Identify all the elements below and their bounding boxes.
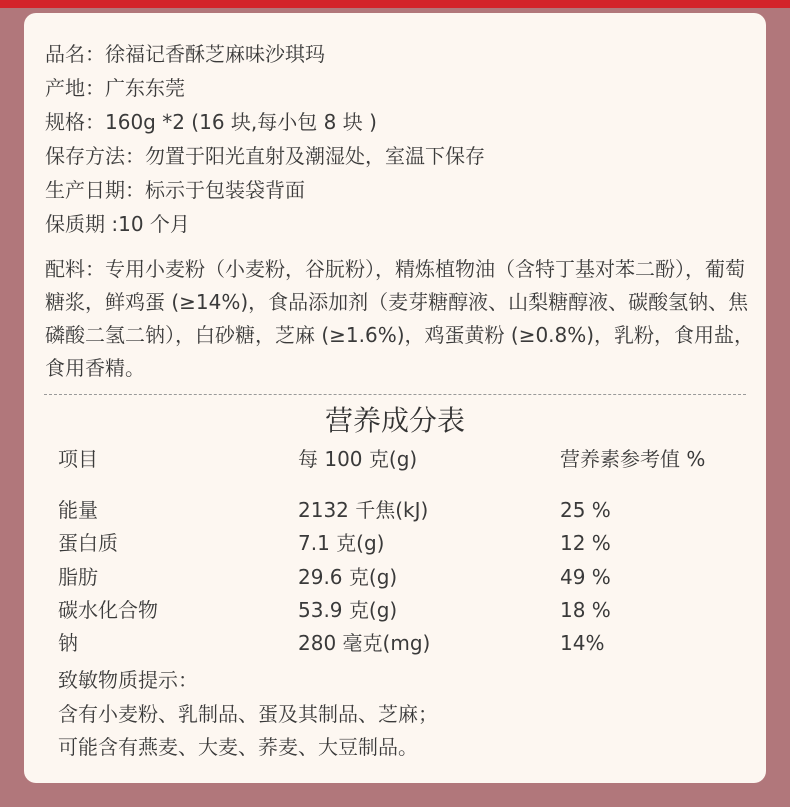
nutrient-nrv: 12 % <box>560 531 611 555</box>
allergen-line: 可能含有燕麦、大麦、荞麦、大豆制品。 <box>58 735 418 759</box>
header-item: 项目 <box>58 447 98 471</box>
top-accent-bar <box>0 0 790 8</box>
nutrient-amount: 280 毫克(mg) <box>298 631 431 655</box>
nutrient-name: 碳水化合物 <box>58 598 158 622</box>
allergen-title: 致敏物质提示： <box>58 668 198 692</box>
table-row <box>58 627 758 660</box>
nutrient-nrv: 14% <box>560 631 605 655</box>
shelf-life: 保质期 :10 个月 <box>45 212 190 236</box>
nutrient-amount: 2132 千焦(kJ) <box>298 498 429 522</box>
nutrient-name: 脂肪 <box>58 565 98 589</box>
nutrition-table-header <box>58 443 758 476</box>
product-spec: 规格：160g *2 (16 块,每小包 8 块 ) <box>45 110 377 134</box>
product-origin: 产地：广东东莞 <box>45 76 185 100</box>
nutrition-table-title: 营养成分表 <box>324 404 465 437</box>
nutrient-name: 蛋白质 <box>58 531 118 555</box>
nutrient-nrv: 49 % <box>560 565 611 589</box>
product-info-list <box>45 37 755 241</box>
nutrient-name: 钠 <box>58 631 78 655</box>
table-row <box>58 561 758 594</box>
nutrient-amount: 7.1 克(g) <box>298 531 385 555</box>
header-per-100g: 每 100 克(g) <box>298 447 418 471</box>
nutrient-amount: 29.6 克(g) <box>298 565 398 589</box>
table-row <box>58 594 758 627</box>
header-nrv: 营养素参考值 % <box>560 447 706 471</box>
ingredients-text: 配料：专用小麦粉（小麦粉，谷朊粉），精炼植物油（含特丁基对苯二酚），葡萄糖浆，鲜鸡蛋 (≥14%)，食品添加剂（麦芽糖醇液、山梨糖醇液、碳酸氢钠、焦磷酸二氢二钠），白砂糖，芝麻 (≥1.6%)，鸡蛋黄粉 (≥0.8%)，乳粉，食用盐，食用香精。 <box>45 257 755 380</box>
nutrient-nrv: 25 % <box>560 498 611 522</box>
allergen-line: 含有小麦粉、乳制品、蛋及其制品、芝麻； <box>58 702 438 726</box>
table-row <box>58 494 758 527</box>
table-row <box>58 527 758 560</box>
product-info-card <box>24 13 766 783</box>
storage-method: 保存方法：勿置于阳光直射及潮湿处，室温下保存 <box>45 144 485 168</box>
nutrient-amount: 53.9 克(g) <box>298 598 398 622</box>
production-date: 生产日期：标示于包装袋背面 <box>45 178 305 202</box>
product-name: 品名：徐福记香酥芝麻味沙琪玛 <box>45 42 325 66</box>
nutrient-nrv: 18 % <box>560 598 611 622</box>
nutrient-name: 能量 <box>58 498 98 522</box>
dashed-divider <box>44 394 746 395</box>
